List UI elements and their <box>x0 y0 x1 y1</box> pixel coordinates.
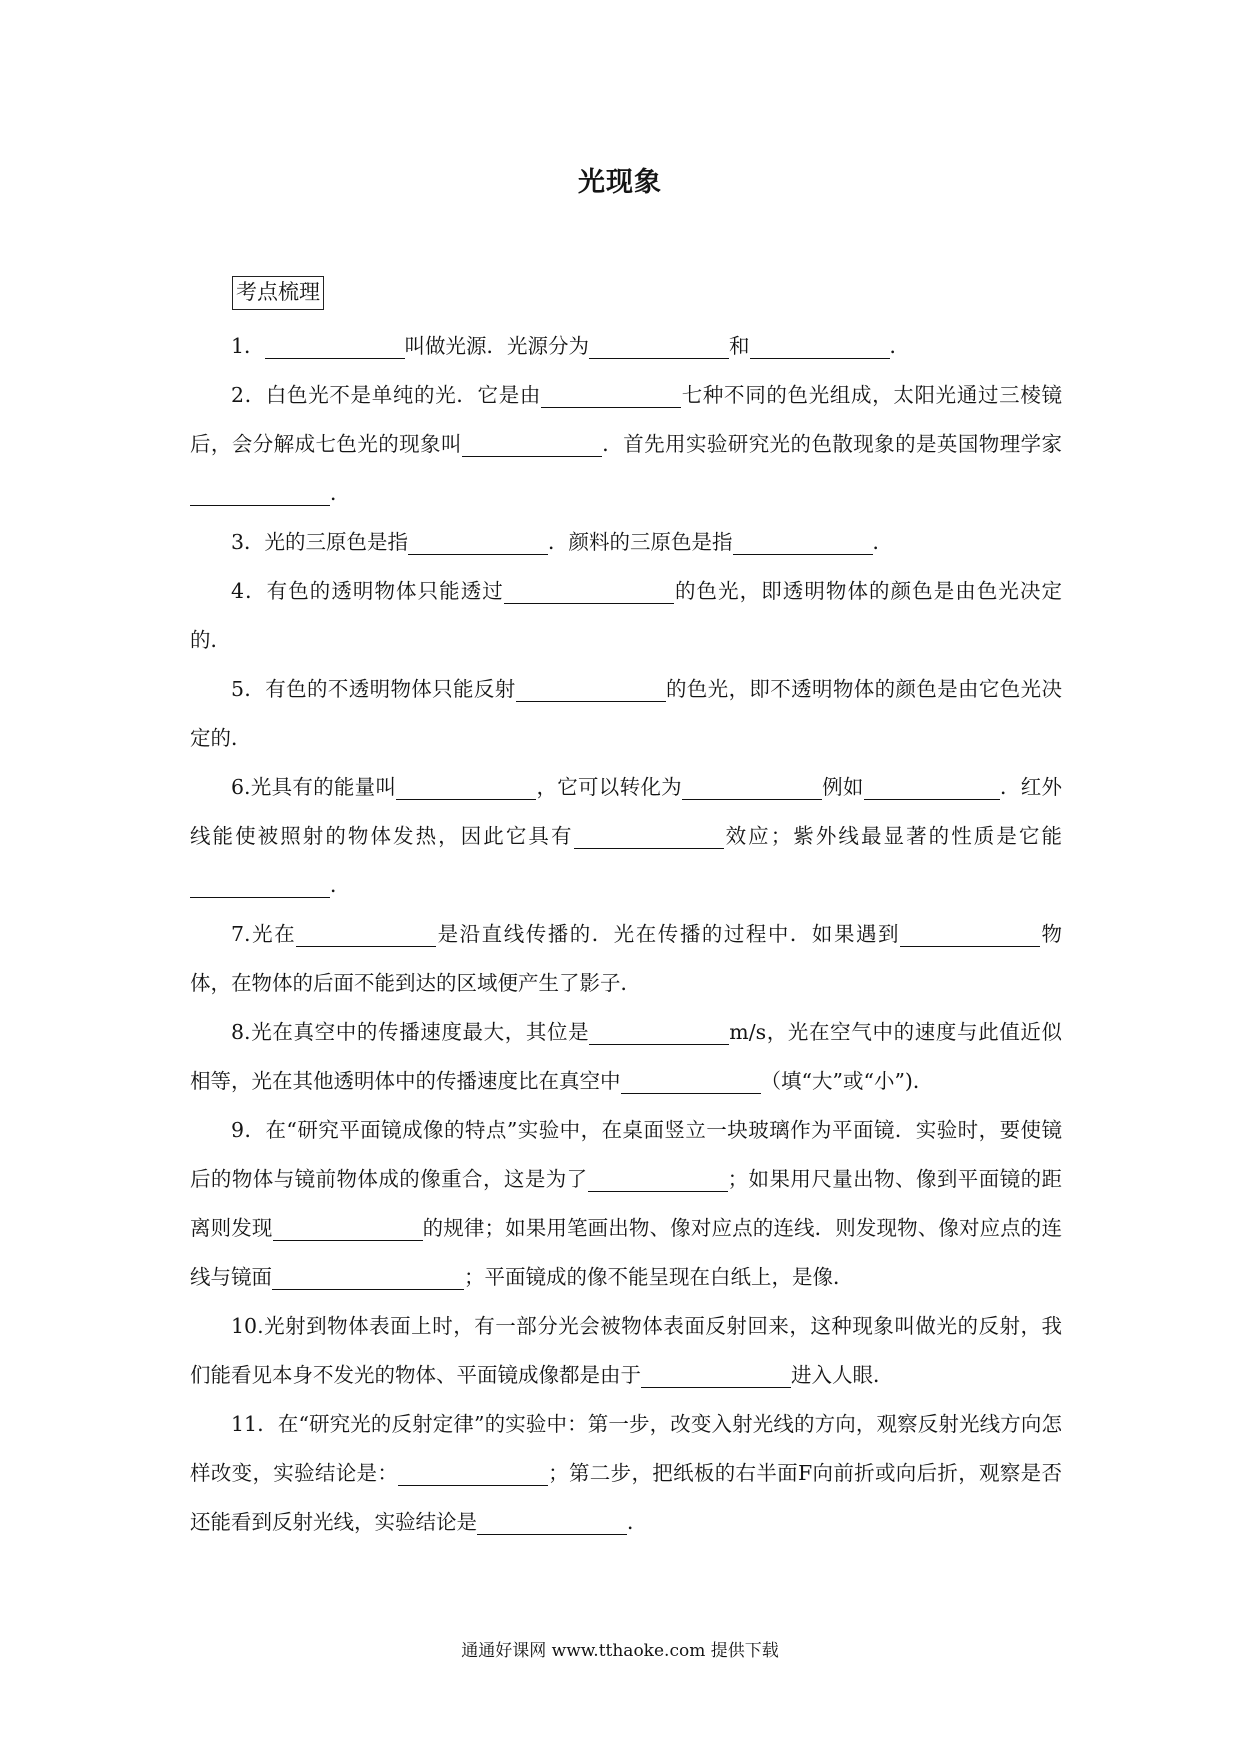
q5-text: 5．有色的不透明物体只能反射 <box>231 677 516 701</box>
answer-blank[interactable] <box>396 778 536 801</box>
q2-text: ．首先用实验研究光的色散现象的是英国物理学家 <box>601 432 1063 456</box>
q9-text: ；平面镜成的像不能呈现在白纸上，是像． <box>464 1265 854 1289</box>
question-5 <box>190 665 1062 763</box>
question-list <box>190 322 1062 1547</box>
answer-blank[interactable] <box>265 337 405 360</box>
question-8 <box>190 1008 1062 1106</box>
q6-text: 效应；紫外线最显著的性质是它能 <box>723 824 1062 848</box>
question-7 <box>190 910 1062 1008</box>
question-2 <box>190 371 1062 518</box>
question-11 <box>190 1400 1062 1547</box>
q1-text: 和 <box>729 334 750 358</box>
answer-blank[interactable] <box>682 778 822 801</box>
q4-text: 4．有色的透明物体只能透过 <box>231 579 504 603</box>
q7-text: 是沿直线传播的．光在传播的过程中．如果遇到 <box>436 922 900 946</box>
q10-text: 10.光射到物体表面上时，有一部分光会被物体表面反射回来，这种现象叫做光的反射，我们能看见本身不发光的物体、平面镜成像都是由于 <box>190 1314 1062 1387</box>
answer-blank[interactable] <box>589 1023 729 1046</box>
question-9 <box>190 1106 1062 1302</box>
q9-text: 9．在“研究平面镜成像的特点”实验中，在桌面竖立一块玻璃作为平面镜．实验时，要使镜后的物体与镜前物体成的像重合，这是为了 <box>190 1118 1062 1191</box>
q8-text: （填“大”或“小”)． <box>760 1069 934 1093</box>
q6-text: 6.光具有的能量叫 <box>231 775 397 799</box>
q6-text: 例如 <box>821 775 864 799</box>
q2-text: 2．白色光不是单纯的光．它是由 <box>231 383 542 407</box>
answer-blank[interactable] <box>574 827 724 850</box>
answer-blank[interactable] <box>621 1072 761 1095</box>
q7-text: 7.光在 <box>231 922 297 946</box>
q8-text: m/s，光在空气中的速度与此值近似相等，光在其他透明体中的传播速度比在真空中 <box>190 1020 1062 1093</box>
answer-blank[interactable] <box>900 925 1040 948</box>
answer-blank[interactable] <box>504 582 674 605</box>
question-10 <box>190 1302 1062 1400</box>
q11-text: ． <box>627 1510 648 1534</box>
section-label: 考点梳理 <box>232 276 324 310</box>
q1-text: 叫做光源．光源分为 <box>404 334 590 358</box>
answer-blank[interactable] <box>272 1268 464 1291</box>
q7-text: 物体，在物体的后面不能到达的区域便产生了影子． <box>190 922 1063 995</box>
answer-blank[interactable] <box>190 876 330 899</box>
answer-blank[interactable] <box>408 533 548 556</box>
q3-text: ．颜料的三原色是指 <box>548 530 733 554</box>
answer-blank[interactable] <box>864 778 1000 801</box>
q4-text: 的色光，即透明物体的颜色是由色光决定的． <box>190 579 1063 652</box>
page-title: 光现象 <box>578 167 662 198</box>
q6-text: ． <box>330 873 351 897</box>
q1-text: ． <box>889 334 911 358</box>
answer-blank[interactable] <box>398 1464 548 1487</box>
answer-blank[interactable] <box>589 337 729 360</box>
q6-text: ，它可以转化为 <box>536 775 682 799</box>
answer-blank[interactable] <box>273 1219 423 1242</box>
q8-text: 8.光在真空中的传播速度最大，其位是 <box>231 1020 590 1044</box>
answer-blank[interactable] <box>516 680 666 703</box>
q11-text: ；第二步，把纸板的右半面F向前折或向后折，观察是否还能看到反射光线，实验结论是 <box>190 1461 1062 1534</box>
q1-text: 1． <box>231 334 265 358</box>
question-6 <box>190 763 1062 910</box>
answer-blank[interactable] <box>733 533 873 556</box>
answer-blank[interactable] <box>641 1366 791 1389</box>
q2-text: 七种不同的色光组成，太阳光通过三棱镜后，会分解成七色光的现象叫 <box>190 383 1063 456</box>
question-3 <box>190 518 1062 567</box>
answer-blank[interactable] <box>588 1170 728 1193</box>
footer-source: 通通好课网 www.tthaoke.com 提供下载 <box>461 1641 779 1661</box>
q3-text: ． <box>872 530 894 554</box>
answer-blank[interactable] <box>477 1513 627 1536</box>
q9-text: 的规律；如果用笔画出物、像对应点的连线．则发现物、像对应点的连线与镜面 <box>190 1216 1062 1289</box>
question-1 <box>190 322 1062 371</box>
question-4 <box>190 567 1062 665</box>
answer-blank[interactable] <box>541 386 681 409</box>
answer-blank[interactable] <box>190 484 330 507</box>
q2-text: ． <box>330 481 351 505</box>
q6-text: ．红外线能使被照射的物体发热，因此它具有 <box>190 775 1063 848</box>
q11-text: 11．在“研究光的反射定律”的实验中：第一步，改变入射光线的方向，观察反射光线方向怎样改变，实验结论是： <box>190 1412 1062 1485</box>
q10-text: 进入人眼． <box>791 1363 894 1387</box>
q3-text: 3．光的三原色是指 <box>231 530 409 554</box>
answer-blank[interactable] <box>750 337 890 360</box>
answer-blank[interactable] <box>296 925 436 948</box>
q9-text: ；如果用尺量出物、像到平面镜的距离则发现 <box>190 1167 1063 1240</box>
q5-text: 的色光，即不透明物体的颜色是由它色光决定的． <box>190 677 1063 750</box>
answer-blank[interactable] <box>462 435 602 458</box>
